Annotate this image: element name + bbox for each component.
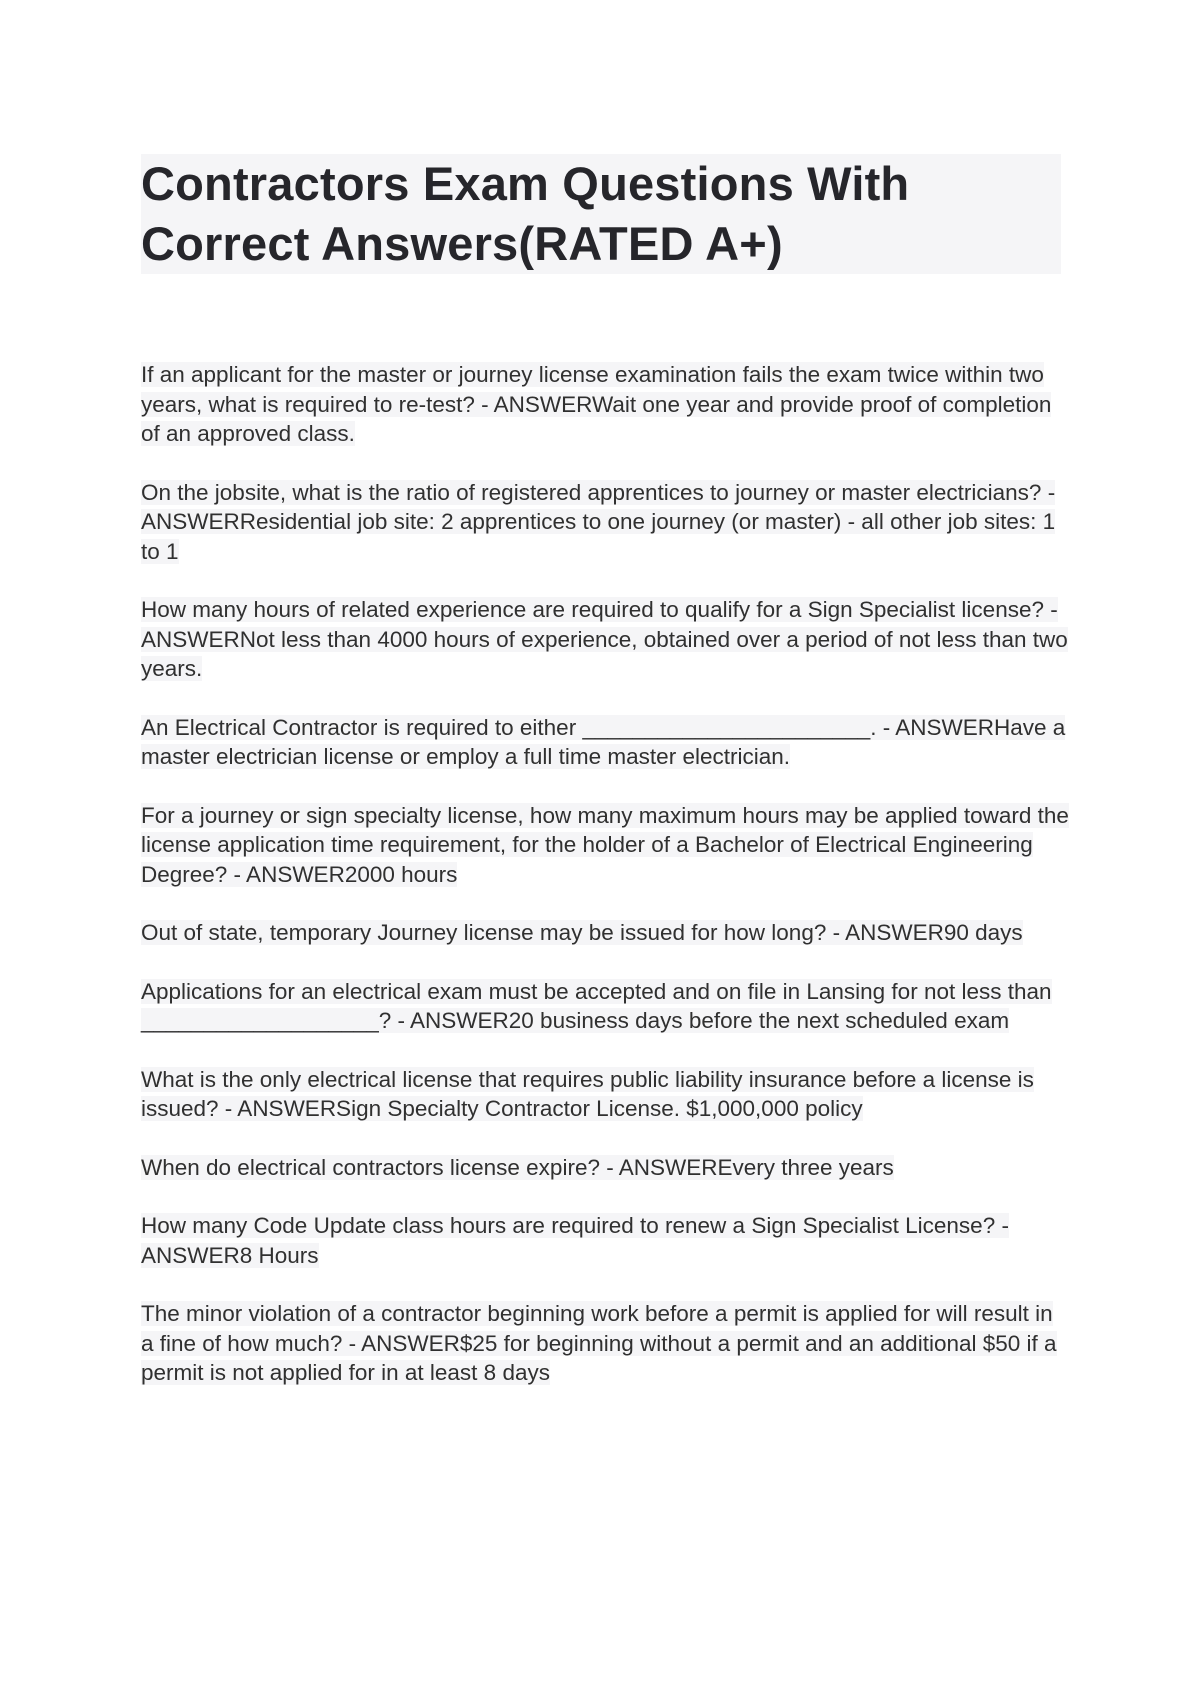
qa-text: What is the only electrical license that requires public liability insurance before a license is issued? - ANSWERSign Specialty Contractor License. $1,000,000 policy — [141, 1066, 1034, 1121]
qa-item — [141, 1153, 1071, 1183]
qa-item — [141, 360, 1071, 449]
document-title: Contractors Exam Questions With Correct Answers(RATED A+) — [141, 157, 910, 270]
qa-text: The minor violation of a contractor beginning work before a permit is applied for will result in a fine of how much? - ANSWER$25 for beginning without a permit and an additional $50 if a permit is not applied for in at least 8 days — [141, 1301, 1057, 1385]
qa-text: For a journey or sign specialty license, how many maximum hours may be applied toward the license application time requirement, for the holder of a Bachelor of Electrical Engineering Degree? - ANSWER2000 hours — [141, 802, 1069, 887]
qa-text: If an applicant for the master or journey license examination fails the exam twice within two years, what is required to re-test? - ANSWERWait one year and provide proof of completion of an approved class. — [141, 362, 1052, 446]
qa-text: How many hours of related experience are required to qualify for a Sign Specialist license? - ANSWERNot less than 4000 hours of experience, obtained over a period of not less than two years. — [141, 597, 1068, 681]
qa-text: When do electrical contractors license expire? - ANSWEREvery three years — [141, 1154, 894, 1180]
qa-list — [141, 360, 1071, 1417]
qa-text: How many Code Update class hours are required to renew a Sign Specialist License? - ANSWER8 Hours — [141, 1213, 1009, 1268]
title-block — [141, 154, 1061, 274]
qa-item — [141, 977, 1071, 1036]
qa-item — [141, 918, 1071, 948]
qa-text: On the jobsite, what is the ratio of registered apprentices to journey or master electricians? - ANSWERResidential job site: 2 apprentices to one journey (or master) - all other job sites: 1 to 1 — [141, 479, 1056, 564]
qa-text: Applications for an electrical exam must be accepted and on file in Lansing for not less than ___________________? - ANSWER20 business days before the next scheduled exam — [141, 978, 1052, 1033]
qa-item — [141, 595, 1071, 684]
qa-text: Out of state, temporary Journey license may be issued for how long? - ANSWER90 days — [141, 920, 1023, 945]
qa-item — [141, 1211, 1071, 1270]
qa-item — [141, 713, 1071, 772]
qa-item — [141, 1065, 1071, 1124]
qa-text: An Electrical Contractor is required to either _______________________. - ANSWERHave a master electrician license or employ a full time master electrician. — [141, 714, 1066, 769]
qa-item — [141, 1299, 1071, 1388]
qa-item — [141, 478, 1071, 567]
qa-item — [141, 801, 1071, 890]
